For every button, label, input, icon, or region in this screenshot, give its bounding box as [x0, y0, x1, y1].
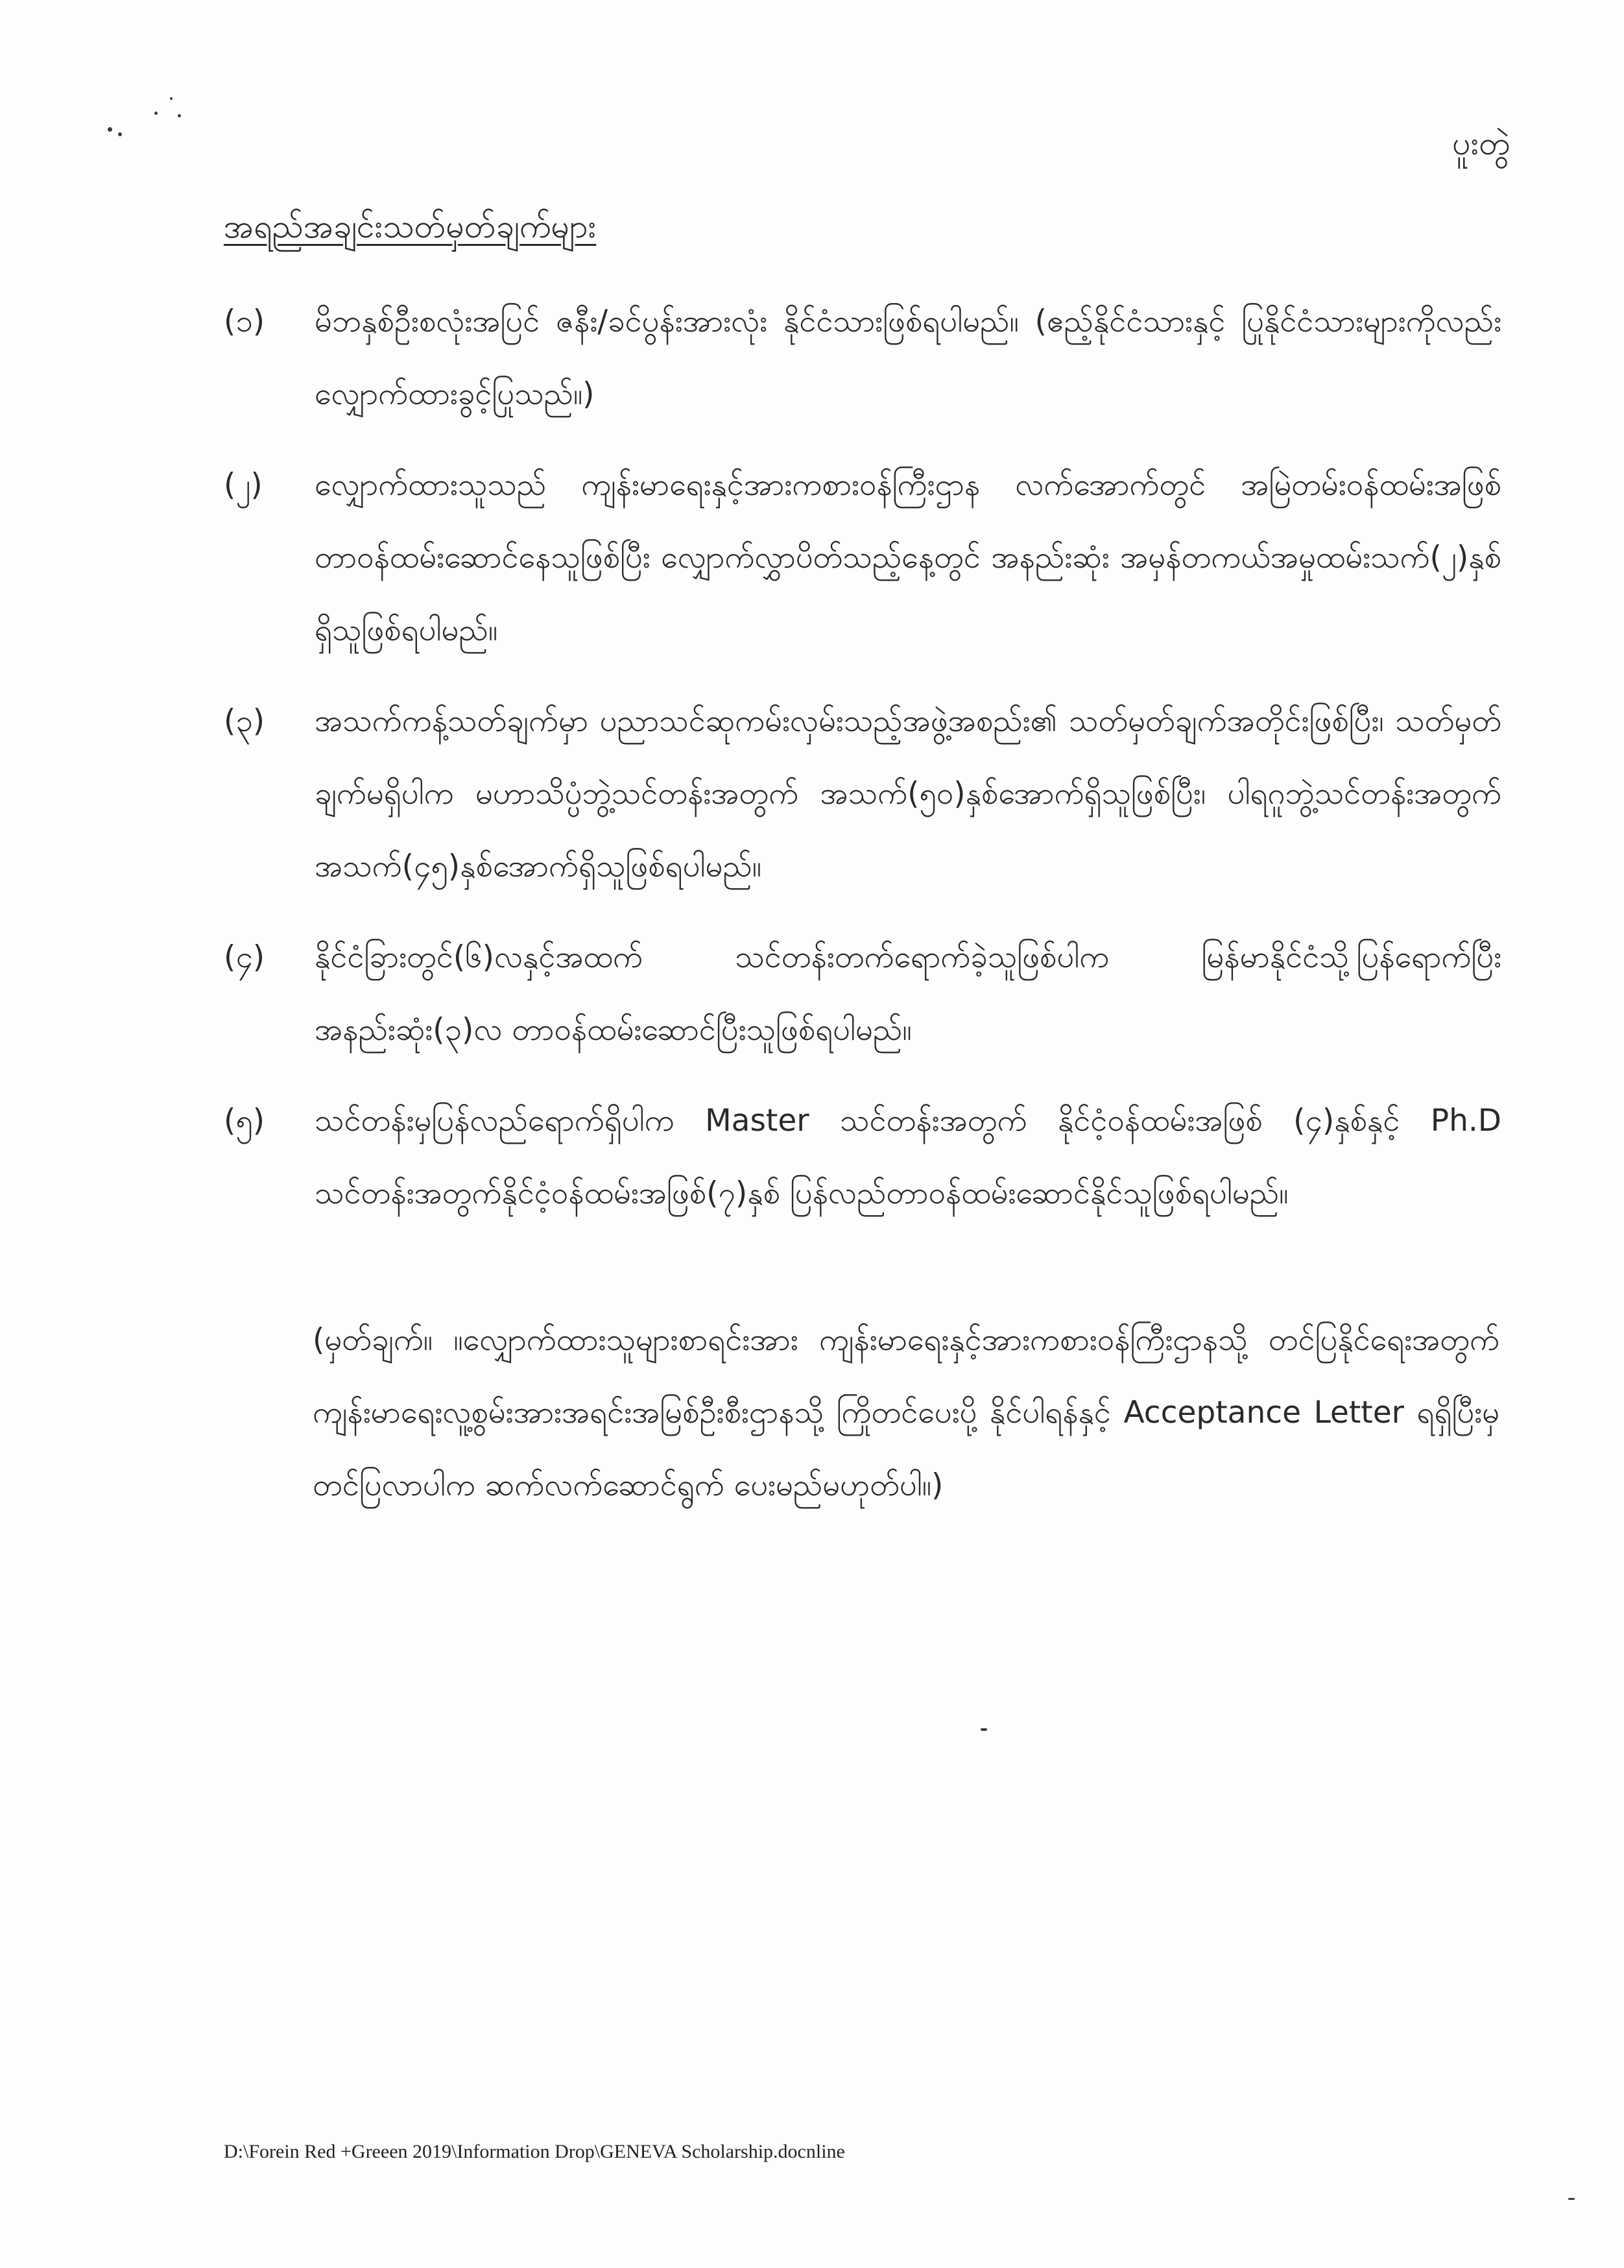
item-text: အသက်ကန့်သတ်ချက်မှာ ပညာသင်ဆုကမ်းလှမ်းသည့်အဖွဲ့အစည်း၏ သတ်မှတ်ချက်အတိုင်းဖြစ်ပြီး၊ သတ်မှတ်ချက်မရှိပါက မဟာသိပ္ပံဘွဲ့သင်တန်းအတွက် အသက်(၅၀)နှစ်အောက်ရှိသူဖြစ်ပြီး၊ ပါရဂူဘွဲ့သင်တန်းအတွက် အသက်(၄၅)နှစ်အောက်ရှိသူဖြစ်ရပါမည်။	[315, 703, 1501, 884]
list-item	[224, 1085, 1501, 1230]
list-item	[224, 285, 1501, 431]
item-text: နိုင်ငံခြားတွင်(၆)လနှင့်အထက် သင်တန်းတက်ရောက်ခဲ့သူဖြစ်ပါက မြန်မာနိုင်ငံသို့ပြန်ရောက်ပြီး အနည်းဆုံး(၃)လ တာဝန်ထမ်းဆောင်ပြီးသူဖြစ်ရပါမည်။	[315, 939, 1501, 1048]
scan-speck	[108, 127, 112, 132]
list-item	[224, 449, 1501, 667]
scan-speck	[154, 112, 158, 115]
item-number: (၁)	[224, 304, 265, 339]
scan-speck	[1568, 2198, 1575, 2200]
list-item	[224, 685, 1501, 903]
item-number: (၃)	[224, 703, 265, 739]
scan-speck	[118, 132, 122, 136]
remark-note: (မှတ်ချက်။ ။လျှောက်ထားသူများစာရင်းအား ကျန်းမာရေးနှင့်အားကစားဝန်ကြီးဌာနသို့ တင်ပြနိုင်ရေးအတွက် ကျန်းမာရေးလူ့စွမ်းအားအရင်းအမြစ်ဦးစီးဌာနသို့ ကြိုတင်ပေးပို့ နိုင်ပါရန်နှင့် Acceptance Letter ရရှိပြီးမှ တင်ပြလာပါက ဆက်လက်ဆောင်ရွက် ပေးမည်မဟုတ်ပါ။)	[313, 1322, 1499, 1503]
item-number: (၂)	[224, 467, 263, 503]
scan-speck	[178, 114, 181, 117]
page-title: အရည်အချင်းသတ်မှတ်ချက်များ	[224, 208, 597, 245]
footer-file-path: D:\Forein Red +Greeen 2019\Information Drop\GENEVA Scholarship.docnline	[224, 2141, 845, 2162]
attachment-mark: ပူးတွဲ	[1452, 125, 1511, 162]
item-number: (၅)	[224, 1103, 265, 1139]
list-item	[224, 921, 1501, 1067]
requirements-list	[224, 285, 1501, 1248]
scan-speck	[981, 1728, 987, 1731]
item-text: မိဘနှစ်ဦးစလုံးအပြင် ဇနီး/ခင်ပွန်းအားလုံး နိုင်ငံသားဖြစ်ရပါမည်။ (ဧည့်နိုင်ငံသားနှင့် ပြုနိုင်ငံသားများကိုလည်းလျှောက်ထားခွင့်ပြုသည်။)	[315, 304, 1501, 412]
item-text: သင်တန်းမှပြန်လည်ရောက်ရှိပါက Master သင်တန်းအတွက် နိုင်ငံ့ဝန်ထမ်းအဖြစ် (၄)နှစ်နှင့် Ph.D သင်တန်းအတွက်နိုင်ငံ့ဝန်ထမ်းအဖြစ်(၇)နှစ် ပြန်လည်တာဝန်ထမ်းဆောင်နိုင်သူဖြစ်ရပါမည်။	[315, 1103, 1501, 1211]
item-text: လျှောက်ထားသူသည် ကျန်းမာရေးနှင့်အားကစားဝန်ကြီးဌာန လက်အောက်တွင် အမြဲတမ်းဝန်ထမ်းအဖြစ် တာဝန်ထမ်းဆောင်နေသူဖြစ်ပြီး လျှောက်လွှာပိတ်သည့်နေ့တွင် အနည်းဆုံး အမှန်တကယ်အမှုထမ်းသက်(၂)နှစ်ရှိသူဖြစ်ရပါမည်။	[315, 467, 1501, 648]
scan-speck	[170, 97, 173, 100]
item-number: (၄)	[224, 939, 265, 975]
